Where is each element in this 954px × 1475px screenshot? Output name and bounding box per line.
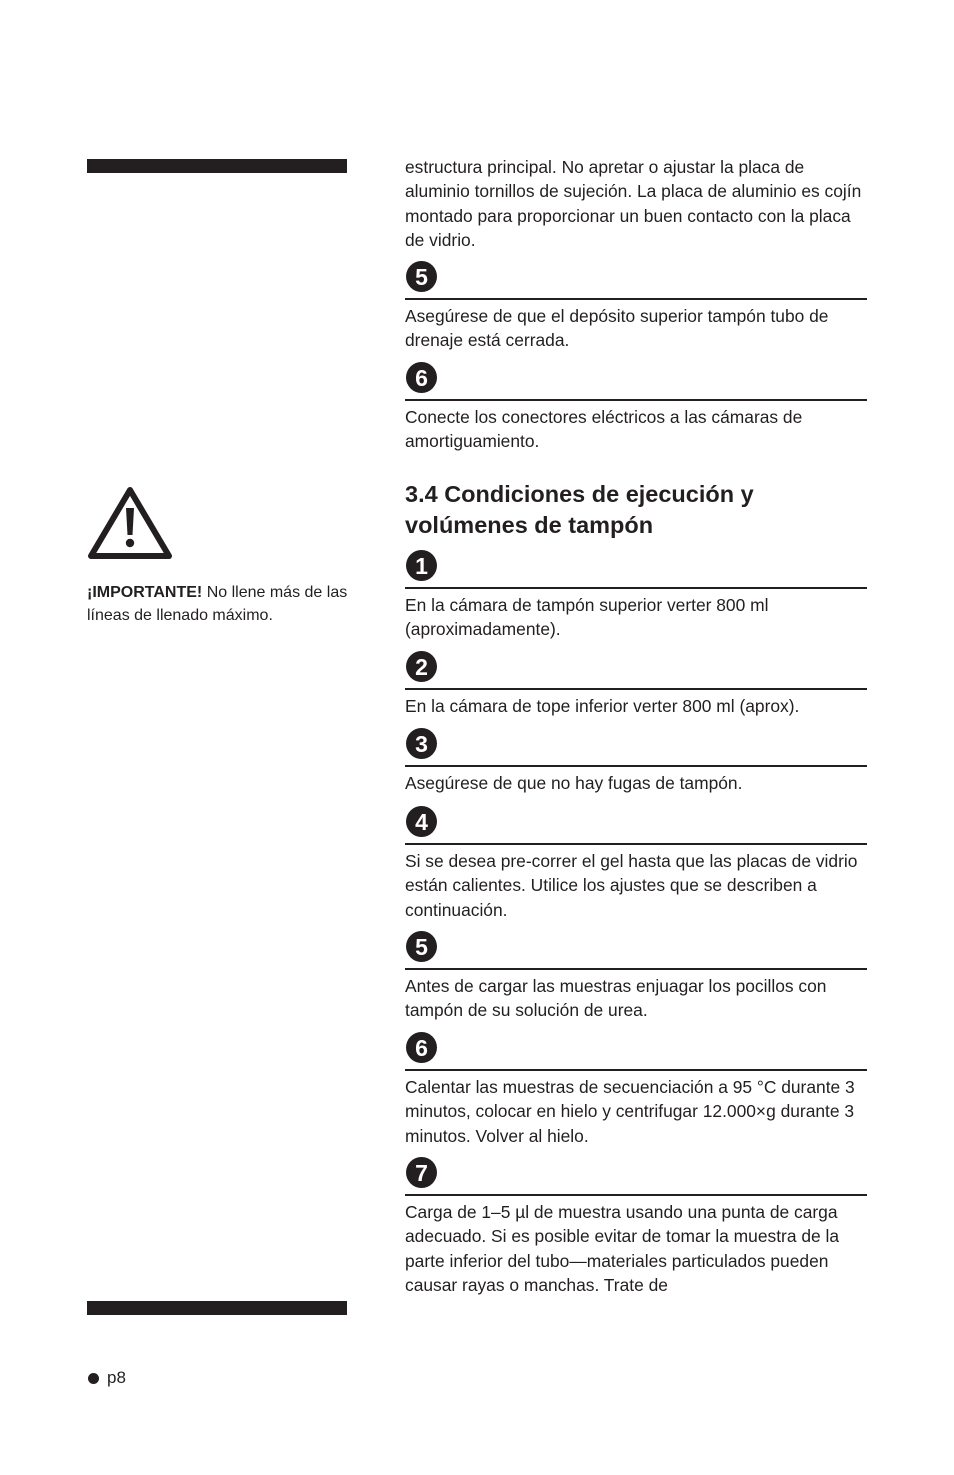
page-footer (88, 1368, 126, 1388)
bullet-dot (88, 1373, 99, 1384)
step-number: 4 (406, 806, 437, 837)
step-number: 6 (406, 1032, 437, 1063)
step-number: 7 (406, 1157, 437, 1188)
step-text: En la cámara de tope inferior verter 800 ml (aprox). (405, 696, 800, 716)
step-rule (405, 843, 867, 845)
step-2 (405, 651, 867, 718)
step-3 (405, 728, 867, 795)
step-number: 2 (406, 651, 437, 682)
step-rule (405, 968, 867, 970)
step-text: Calentar las muestras de secuenciación a 95 °C durante 3 minutos, colocar en hielo y centrifugar 12.000×g durante 3 minutos. Volver al hielo. (405, 1077, 855, 1146)
step-rule (405, 765, 867, 767)
step-text: Conecte los conectores eléctricos a las cámaras de amortiguamiento. (405, 407, 803, 452)
warning-body: No llene más de las líneas de llenado máximo. (87, 584, 348, 624)
step-text: Asegúrese de que el depósito superior tampón tubo de drenaje está cerrada. (405, 306, 829, 351)
step-rule (405, 587, 867, 589)
step-rule (405, 1069, 867, 1071)
step-number: 5 (406, 931, 437, 962)
step-text: Antes de cargar las muestras enjuagar los pocillos con tampón de su solución de urea. (405, 976, 827, 1021)
step-text: En la cámara de tampón superior verter 800 ml (aproximadamente). (405, 595, 769, 640)
intro-text: estructura principal. No apretar o ajustar la placa de aluminio tornillos de sujeción. La placa de aluminio es cojín montado para proporcionar un buen contacto con la placa de vidrio. (405, 157, 862, 250)
step-5-prev (405, 261, 867, 353)
warning-label: ¡IMPORTANTE! (87, 584, 203, 601)
step-rule (405, 688, 867, 690)
step-1 (405, 550, 867, 642)
warning-text (87, 581, 357, 627)
page-number: p8 (107, 1368, 126, 1387)
step-4 (405, 806, 867, 922)
step-rule (405, 298, 867, 300)
intro-paragraph (405, 155, 867, 252)
step-number: 3 (406, 728, 437, 759)
step-7 (405, 1157, 867, 1297)
step-text: Carga de 1–5 µl de muestra usando una punta de carga adecuado. Si es posible evitar de tomar la muestra de la parte inferior del tubo—materiales particulados pueden causar rayas o manchas. Trate de (405, 1202, 840, 1295)
warning-note (87, 485, 357, 627)
step-5 (405, 931, 867, 1023)
sidebar-top-rule (87, 159, 347, 173)
warning-triangle-icon (87, 485, 173, 561)
step-number: 5 (406, 261, 437, 292)
sidebar-bottom-rule (87, 1301, 347, 1315)
step-text: Asegúrese de que no hay fugas de tampón. (405, 773, 743, 793)
step-6 (405, 1032, 867, 1148)
step-6-prev (405, 362, 867, 454)
section-heading: 3.4 Condiciones de ejecución y volúmenes de tampón (405, 481, 754, 538)
step-text: Si se desea pre-correr el gel hasta que las placas de vidrio están calientes. Utilice los ajustes que se describen a continuación. (405, 851, 858, 920)
step-number: 6 (406, 362, 437, 393)
step-rule (405, 399, 867, 401)
step-number: 1 (406, 550, 437, 581)
step-rule (405, 1194, 867, 1196)
